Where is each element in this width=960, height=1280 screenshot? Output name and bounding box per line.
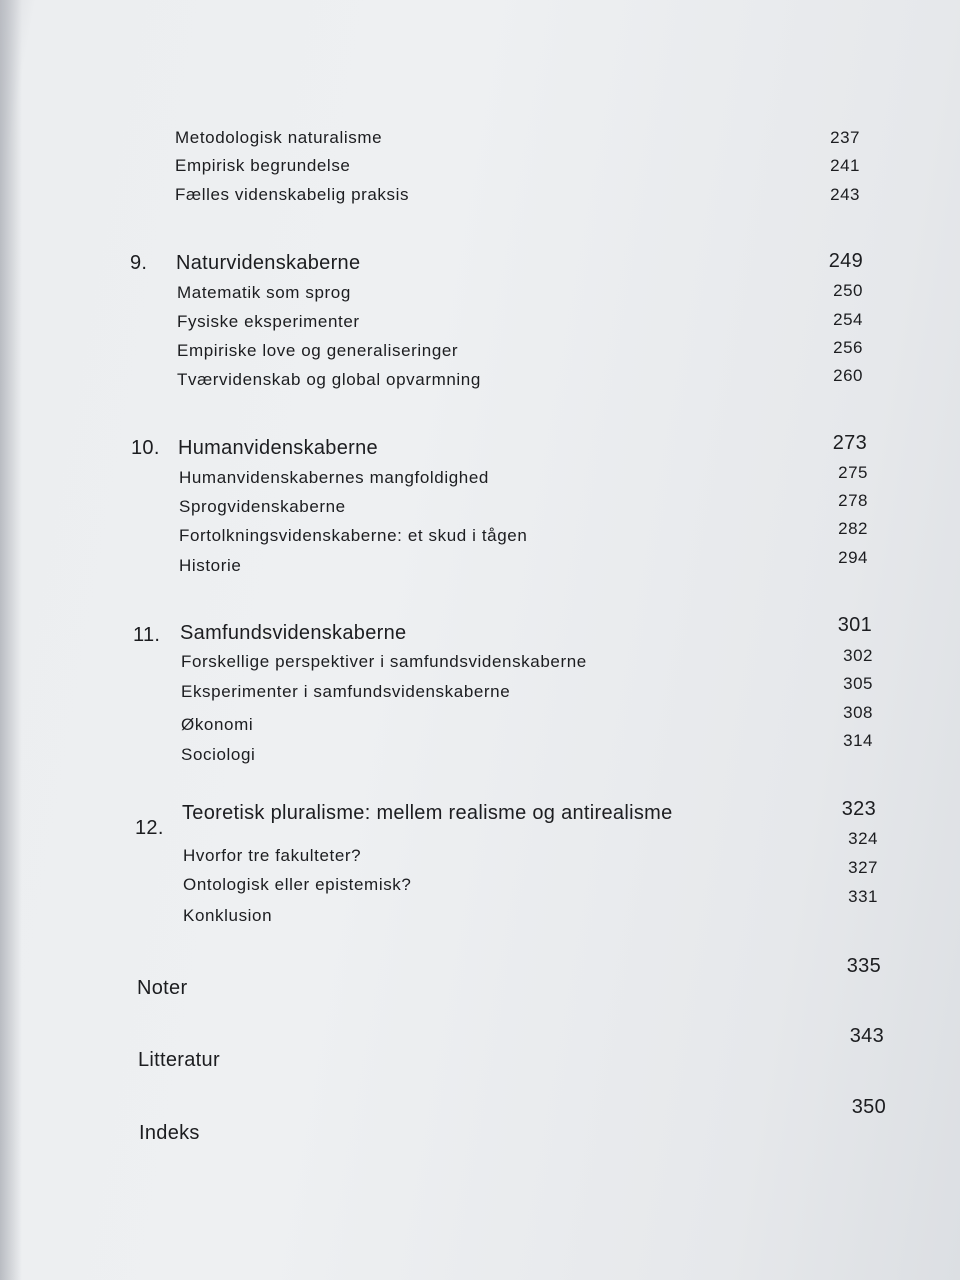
toc-entry-page: 256 bbox=[833, 338, 863, 357]
chapter-title: Naturvidenskaberne bbox=[176, 252, 361, 274]
toc-entry-page: 308 bbox=[843, 703, 873, 722]
toc-entry-page: 250 bbox=[833, 281, 863, 300]
back-matter-page: 335 bbox=[846, 955, 881, 977]
toc-entry-page: 302 bbox=[843, 646, 873, 665]
toc-entry-title: Sprogvidenskaberne bbox=[179, 497, 346, 516]
toc-entry-title: Konklusion bbox=[183, 906, 273, 925]
toc-entry-title: Hvorfor tre fakulteter? bbox=[183, 846, 362, 865]
toc-entry-page: 327 bbox=[848, 858, 878, 877]
toc-entry-title: Empiriske love og generaliseringer bbox=[177, 341, 459, 360]
toc-entry-title: Tværvidenskab og global opvarmning bbox=[177, 370, 481, 389]
toc-entry-title: Humanvidenskabernes mangfoldighed bbox=[179, 468, 489, 487]
chapter-page: 323 bbox=[841, 798, 876, 820]
toc-entry-page: 260 bbox=[833, 366, 863, 385]
toc-entry-page: 324 bbox=[848, 829, 878, 848]
toc-entry-page: 282 bbox=[838, 519, 868, 538]
toc-entry-page: 294 bbox=[838, 548, 868, 567]
toc-entry-title: Matematik som sprog bbox=[177, 283, 351, 302]
back-matter-title: Noter bbox=[137, 977, 188, 999]
chapter-number: 10. bbox=[131, 437, 160, 459]
toc-entry-page: 243 bbox=[830, 185, 860, 204]
back-matter-page: 343 bbox=[849, 1025, 884, 1047]
chapter-title: Samfundsvidenskaberne bbox=[180, 622, 407, 644]
chapter-number: 11. bbox=[133, 624, 161, 646]
toc-entry-title: Ontologisk eller epistemisk? bbox=[183, 875, 412, 894]
chapter-page: 301 bbox=[837, 614, 872, 636]
toc-entry-page: 314 bbox=[843, 731, 873, 750]
toc-entry-title: Eksperimenter i samfundsvidenskaberne bbox=[181, 682, 511, 701]
chapter-number: 9. bbox=[130, 252, 148, 274]
toc-entry-page: 237 bbox=[830, 128, 860, 147]
chapter-title: Teoretisk pluralisme: mellem realisme og antirealisme bbox=[182, 802, 673, 824]
toc-entry-title: Fælles videnskabelig praksis bbox=[175, 185, 410, 204]
toc-entry-page: 331 bbox=[848, 887, 878, 906]
toc-entry-title: Metodologisk naturalisme bbox=[175, 128, 383, 147]
toc-entry-page: 254 bbox=[833, 310, 863, 329]
chapter-title: Humanvidenskaberne bbox=[178, 437, 378, 459]
toc-entry-page: 241 bbox=[830, 156, 860, 175]
toc-entry-title: Forskellige perspektiver i samfundsvidenskaberne bbox=[181, 652, 587, 671]
toc-entry-page: 275 bbox=[838, 463, 868, 482]
back-matter-title: Litteratur bbox=[138, 1049, 220, 1071]
toc-entry-title: Økonomi bbox=[181, 715, 254, 734]
toc-entry-title: Empirisk begrundelse bbox=[175, 156, 351, 175]
toc-entry-page: 305 bbox=[843, 674, 873, 693]
toc-entry-title: Sociologi bbox=[181, 745, 256, 764]
chapter-page: 273 bbox=[832, 432, 867, 454]
chapter-page: 249 bbox=[828, 250, 863, 272]
back-matter-title: Indeks bbox=[139, 1122, 200, 1144]
toc-entry-title: Fortolkningsvidenskaberne: et skud i tågen bbox=[179, 526, 528, 545]
chapter-number: 12. bbox=[135, 817, 164, 839]
toc-entry-page: 278 bbox=[838, 491, 868, 510]
back-matter-page: 350 bbox=[851, 1096, 886, 1118]
toc-entry-title: Historie bbox=[179, 556, 242, 575]
toc-entry-title: Fysiske eksperimenter bbox=[177, 312, 360, 331]
